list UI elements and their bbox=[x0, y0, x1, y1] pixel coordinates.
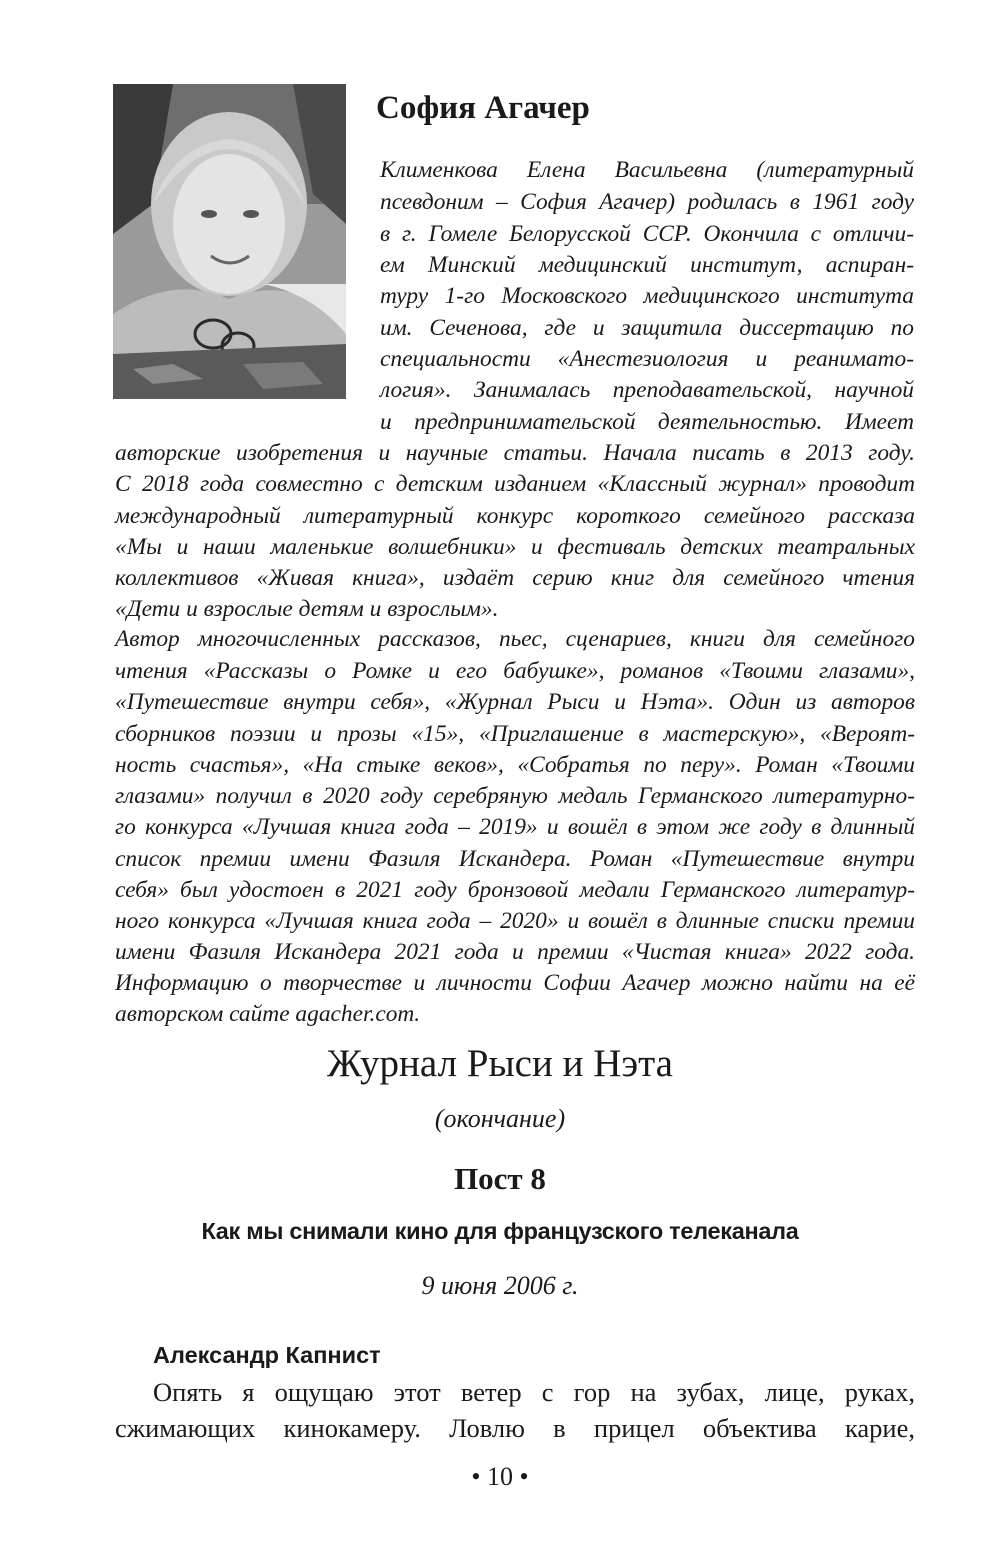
bio-line: чтения «Рассказы о Ромке и его бабушке», романов «Твоими глазами», bbox=[115, 658, 915, 684]
bio-line: им. Сеченова, где и защитила диссертацию по bbox=[380, 315, 914, 341]
bio-line: и предпринимательской деятельностью. Имеет bbox=[380, 409, 914, 435]
bio-line: «Мы и наши маленькие волшебники» и фестиваль детских театральных bbox=[115, 534, 915, 560]
bio-line: себя» был удостоен в 2021 году бронзовой медали Германского литератур- bbox=[115, 877, 915, 903]
page-number: • 10 • bbox=[471, 1462, 529, 1491]
bio-line: глазами» получил в 2020 году серебряную медаль Германского литературно- bbox=[115, 783, 915, 809]
bio-line: список премии имени Фазиля Искандера. Роман «Путешествие внутри bbox=[115, 846, 915, 872]
bio-line: ность счастья», «На стыке веков», «Собратья по перу». Роман «Твоими bbox=[115, 752, 915, 778]
bio-line: ем Минский медицинский институт, аспиран- bbox=[380, 252, 914, 278]
bio-line: Информацию о творчестве и личности Софии Агачер можно найти на её bbox=[115, 970, 915, 996]
bio-line: логия». Занималась преподавательской, научной bbox=[380, 377, 914, 403]
post-heading: Как мы снимали кино для французского телеканала bbox=[201, 1218, 799, 1244]
bio-line: имени Фазиля Искандера 2021 года и премии «Чистая книга» 2022 года. bbox=[115, 939, 915, 965]
bio-line: сборников поэзии и прозы «15», «Приглашение в мастерскую», «Вероят- bbox=[115, 721, 915, 747]
bio-line: ного конкурса «Лучшая книга года – 2020» и вошёл в длинные списки премии bbox=[115, 908, 915, 934]
bio-line: в г. Гомеле Белорусской ССР. Окончила с отличи- bbox=[380, 221, 914, 247]
bio-line: С 2018 года совместно с детским изданием «Классный журнал» проводит bbox=[115, 471, 915, 497]
body-line: Опять я ощущаю этот ветер с гор на зубах, лице, руках, bbox=[153, 1377, 915, 1407]
bio-line: международный литературный конкурс короткого семейного рассказа bbox=[115, 503, 915, 529]
bio-line: «Путешествие внутри себя», «Журнал Рыси и Нэта». Один из авторов bbox=[115, 689, 915, 715]
bio-line: псевдоним – София Агачер) родилась в 1961 году bbox=[380, 189, 914, 215]
journal-title: Журнал Рыси и Нэта bbox=[327, 1042, 673, 1085]
post-date: 9 июня 2006 г. bbox=[421, 1271, 579, 1300]
speaker-name: Александр Капнист bbox=[153, 1342, 381, 1368]
author-photo bbox=[113, 84, 346, 399]
bio-line: Автор многочисленных рассказов, пьес, сценариев, книги для семейного bbox=[115, 626, 915, 652]
bio-line: специальности «Анестезиология и реанимато- bbox=[380, 346, 914, 372]
bio-line: авторские изобретения и научные статьи. Начала писать в 2013 году. bbox=[115, 440, 915, 466]
bio-line: коллективов «Живая книга», издаёт серию книг для семейного чтения bbox=[115, 565, 915, 591]
author-name: София Агачер bbox=[376, 90, 590, 126]
bio-line: «Дети и взрослые детям и взрослым». bbox=[115, 596, 499, 622]
body-line: сжимающих кинокамеру. Ловлю в прицел объектива карие, bbox=[115, 1413, 915, 1443]
post-title: Пост 8 bbox=[454, 1161, 546, 1196]
bio-line: Клименкова Елена Васильевна (литературный bbox=[380, 157, 914, 183]
bio-line: го конкурса «Лучшая книга года – 2019» и вошёл в этом же году в длинный bbox=[115, 814, 915, 840]
bio-line: туру 1-го Московского медицинского института bbox=[380, 283, 914, 309]
subtitle: (окончание) bbox=[434, 1104, 566, 1133]
bio-line: авторском сайте agacher.com. bbox=[115, 1001, 421, 1027]
